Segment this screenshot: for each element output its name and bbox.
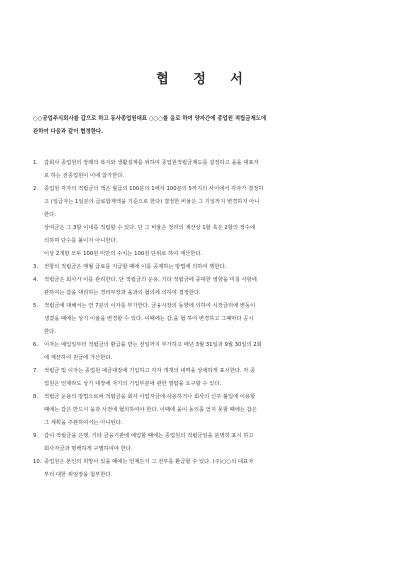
clause-number: 10. (33, 459, 42, 465)
clause-line: 종업원은 본인의 희망이 있을 때에는 언제든지 그 전부를 환급할 수 있다. (주)○○의 대표자 (44, 459, 254, 465)
clause-line: 고 (일급자는 1일분의 급료합계액을 기준으로 한다) 결정한 비율은 그 기일까지 변경하지 아니 (44, 199, 260, 205)
clause-line: 그 계획을 주관하여서는 아니된다. (44, 420, 123, 426)
clause-number: 4. (33, 277, 39, 283)
clause-item (33, 430, 366, 456)
clause-line: 상여금은 그 3할 이내를 적립할 수 있다. 단 그 비율은 정리의 계산상 1할 혹은 2할의 정수에 (44, 225, 256, 231)
document-title: 협 정 서 (156, 72, 253, 87)
intro-line: ○○공업주식회사를 갑으로 하고 동사종업원대표 ○○○를 을로 하여 양자간에 종업원 적립금제도에 (33, 116, 267, 122)
clause-line: 갑이 적립금을 은행, 기타 금융기관에 예입할 때에는 종업원의 적립금임을 분명히 표시 하고 (44, 433, 254, 439)
clause-line: 회사자금과 명백하게 구별하여야 한다. (44, 446, 133, 452)
clause-line: 적립금에 대해서는 연 7분의 이자를 부가한다. 금융시장의 동향에 의하여 시장금리에 변동이 (44, 303, 256, 309)
clause-number: 6. (33, 342, 39, 348)
clause-line: 종업원 각자의 적립금의 액은 월급의 100분의 1에서 100분의 5까지의 사이에서 각자가 결정하 (44, 186, 264, 192)
clause-line: 한다. (44, 329, 56, 335)
clause-line: 업원은 언제라도 상기 대장에 자기의 기입부분에 관한 열람을 요구할 수 있다. (44, 381, 222, 387)
clause-number: 3. (33, 264, 39, 270)
clause-item (33, 261, 366, 274)
clause-body (44, 430, 254, 456)
clause-item (33, 274, 366, 300)
clause-item (33, 157, 366, 183)
clause-line: 부터 대한 위임장을 첨부한다. (44, 472, 113, 478)
clause-body (44, 365, 255, 391)
clause-body (44, 261, 226, 274)
clause-item (33, 391, 366, 430)
clause-line: 의하며 단수를 붙이지 아니한다. (44, 238, 118, 244)
clause-item (33, 183, 366, 261)
clause-body (44, 274, 257, 300)
clause-number: 2. (33, 186, 39, 192)
clause-line: 이상 2개항 모두 100원 미만의 수치는 100원 단위로 하여 계산한다. (44, 251, 203, 257)
clause-number: 7. (33, 368, 39, 374)
clause-number: 1. (33, 160, 39, 166)
clause-number: 5. (33, 303, 39, 309)
clause-item (33, 300, 366, 339)
clause-body (44, 183, 263, 261)
clause-list (33, 157, 366, 482)
clause-item (33, 365, 366, 391)
clause-line: 적립금 운용의 방법으로써 적립금을 회사 사업자금에 사용하거나 회사의 신주 불입에 이용할 (44, 394, 256, 400)
clause-line: 관하여는 갑을 대리하는 경리부장과 을과의 협의에 의하여 결정한다. (44, 290, 201, 296)
intro-line: 관하여 다음과 같이 협정한다. (33, 129, 104, 135)
intro-paragraph (33, 113, 366, 139)
clause-item (33, 456, 366, 482)
clause-number: 9. (33, 433, 39, 439)
clause-line: 로 하는 전종업원이 이에 참가한다. (44, 173, 125, 179)
clause-line: 에 계산하여 원금에 가산한다. (44, 355, 113, 361)
clause-body (44, 157, 259, 183)
clause-line: 적립금은 회사가 이를 관리한다. 단 적립금의 운용, 기타 적립금에 중대한 영향을 미칠 사항에 (44, 277, 257, 283)
clause-line: 갑회사 종업원의 장래의 복지와 생활설계를 위하여 종업원적립금제도를 설정하고 을을 대표자 (44, 160, 259, 166)
clause-item (33, 339, 366, 365)
clause-line: 전항의 적립금은 매월 급료를 지급할 때에 이를 공제하는 방법에 의하여 행한다. (44, 264, 227, 270)
clause-line: 생겼을 때에는 상기 이율을 변경할 수 있다. 이때에는 갑,을 협 하여 변경하고 그때마다 공시 (44, 316, 254, 322)
clause-line: 적립금 및 이자는 종업원 예금대장에 기입하고 각자 개개의 내역을 상세하게 표시한다. 각 종 (44, 368, 256, 374)
clause-body (44, 339, 262, 365)
clause-line: 때에는 갑은 반드시 을과 사전에 협의하여야 한다. 이때에 을이 동의를 얻지 못할 때에는 갑은 (44, 407, 257, 413)
clause-line: 한다. (44, 212, 56, 218)
clause-number: 8. (33, 394, 39, 400)
clause-body (44, 391, 257, 430)
clause-line: 이자는 예입일부터 적립금의 환급을 받는 전일까지 부가하고 매년 3월 31일과 9월 30일의 2회 (44, 342, 262, 348)
clause-body (44, 300, 255, 339)
clause-body (44, 456, 253, 482)
